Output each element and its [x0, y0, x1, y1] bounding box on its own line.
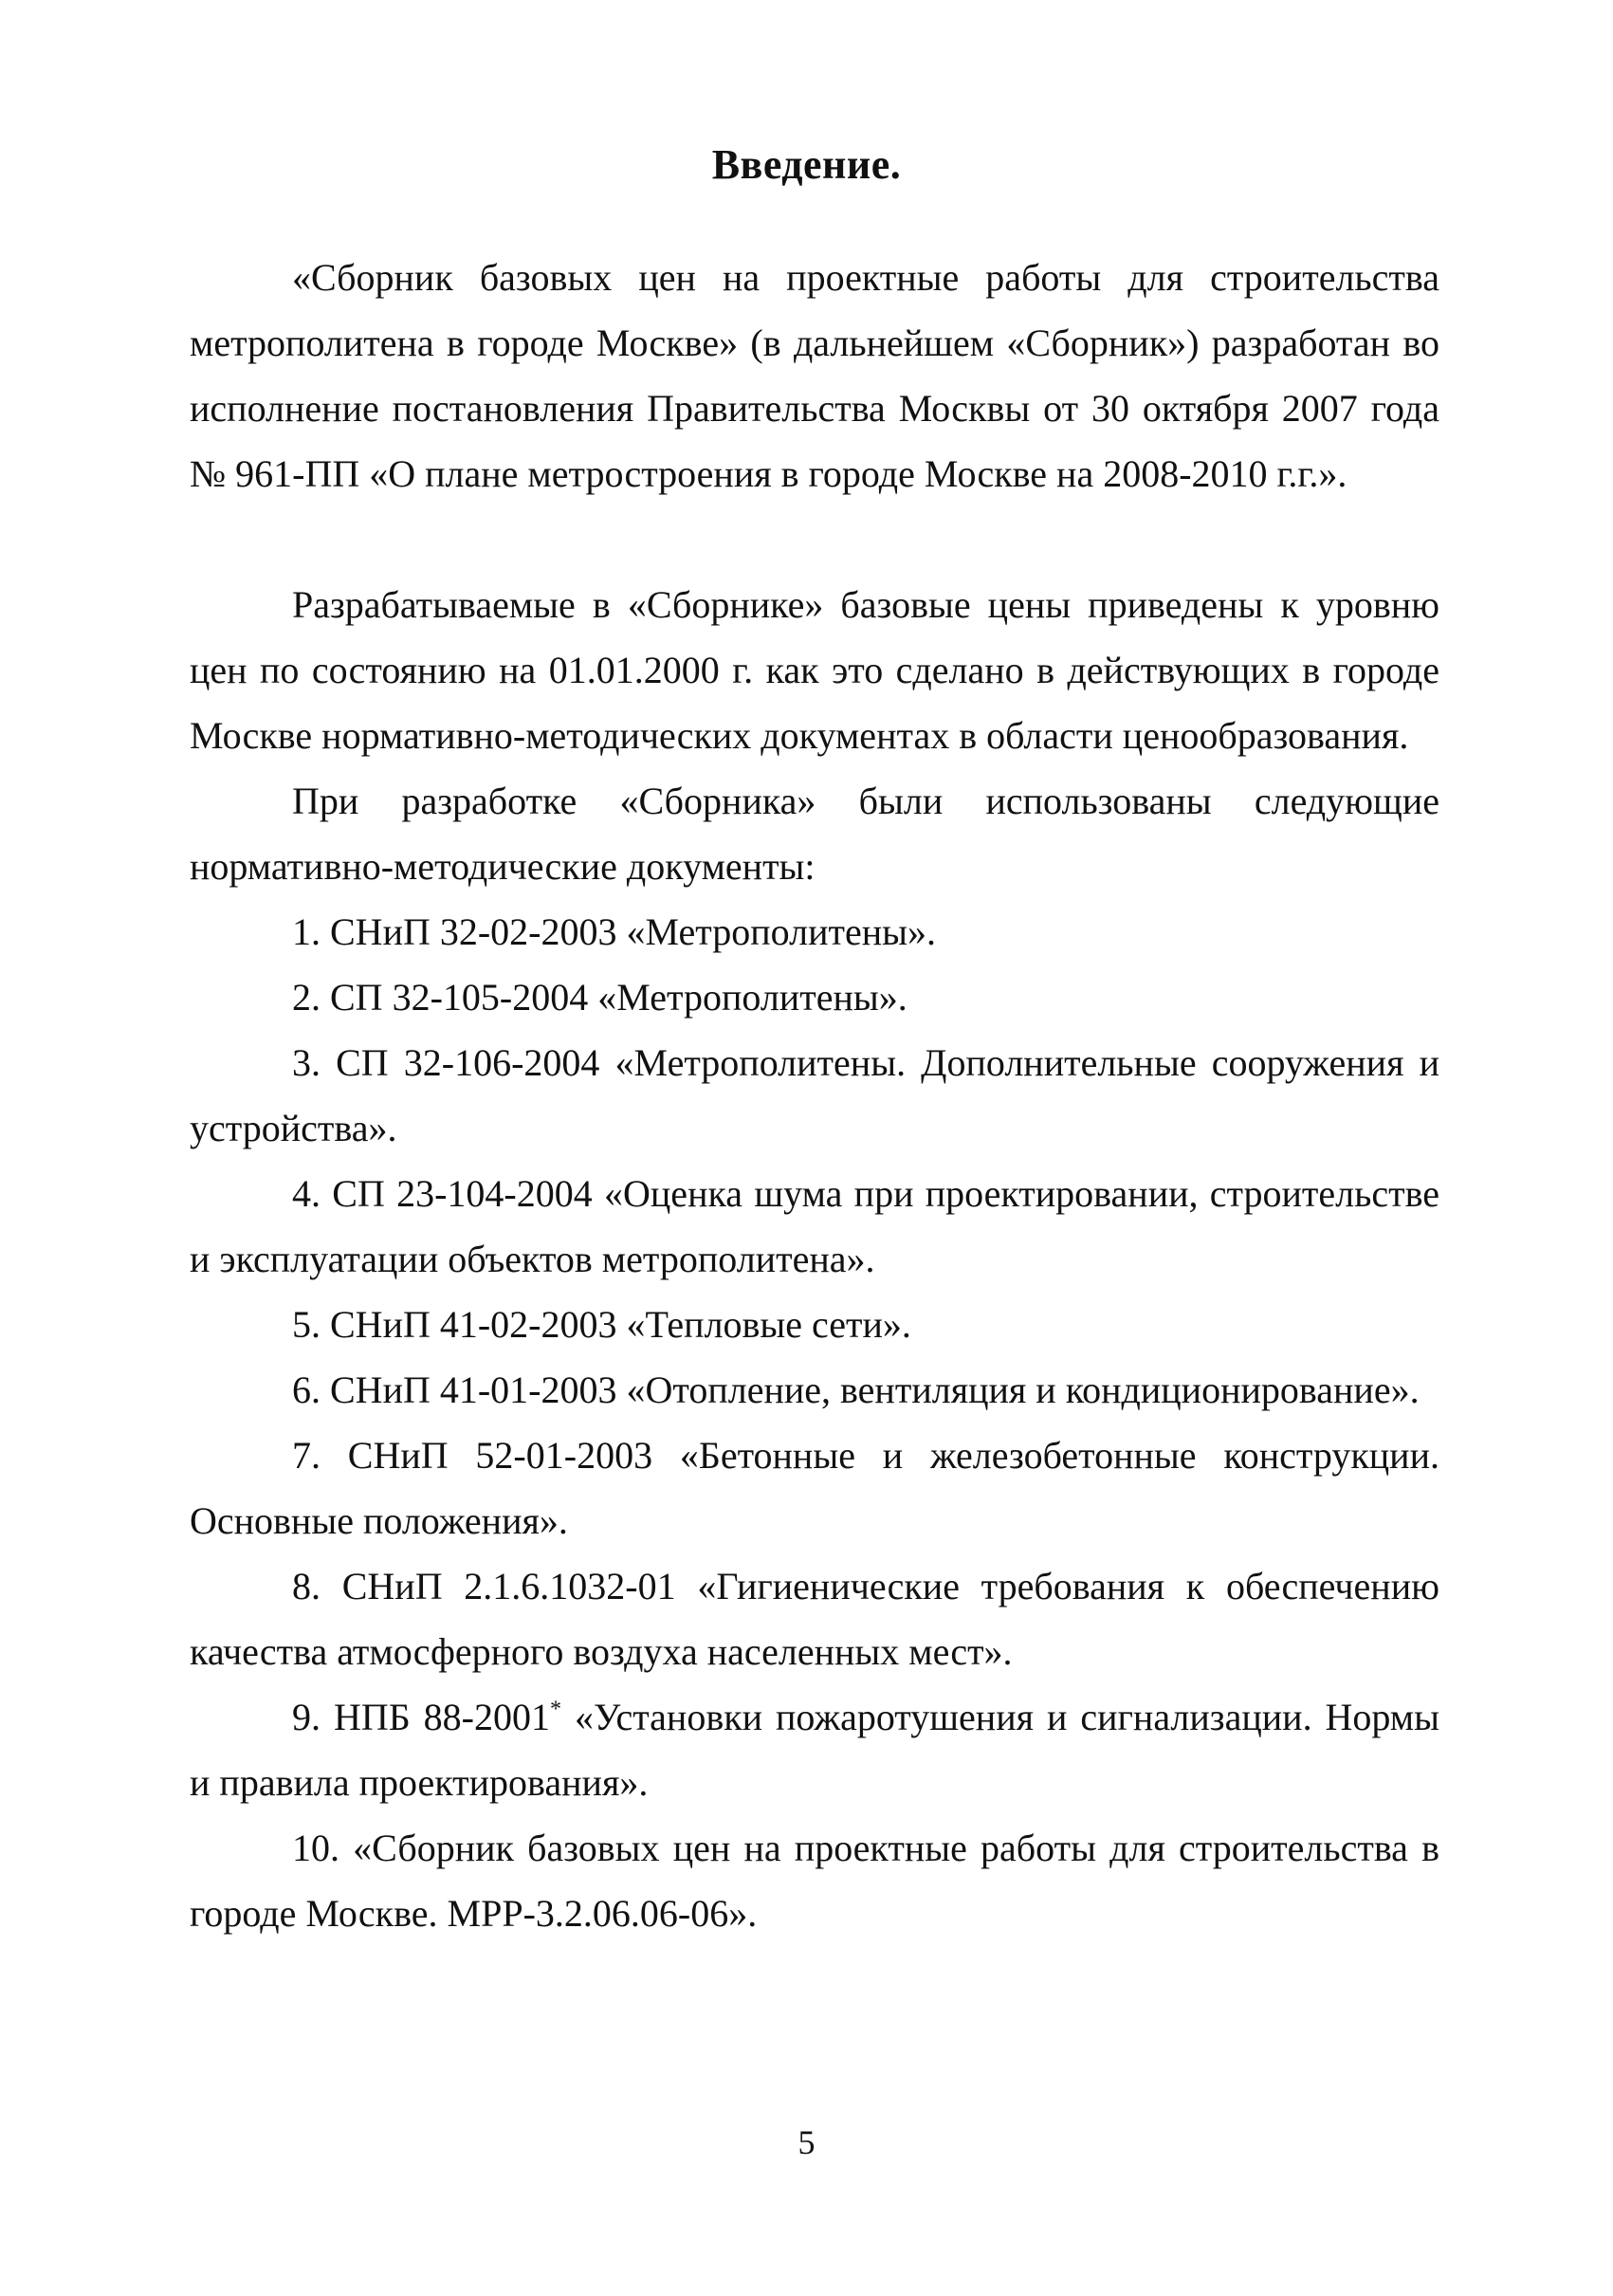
asterisk-mark: * [549, 1697, 561, 1722]
document-list-item-text: 9. НПБ 88-2001 [292, 1696, 550, 1738]
document-list-item: 1. СНиП 32-02-2003 «Метрополитены». [292, 910, 937, 953]
paragraph-prices: Разрабатываемые в «Сборнике» базовые цены приведены к уровню цен по состоянию на 01.01.2000 г. как это сделано в действующих в городе Москве нормативно-методических документах в области ценообразования. [190, 583, 1439, 757]
page-number: 5 [797, 2123, 816, 2161]
document-list-item: 6. СНиП 41-01-2003 «Отопление, вентиляция и кондиционирование». [292, 1368, 1420, 1411]
document-list-item: 10. «Сборник базовых цен на проектные работы для строительства в городе Москве. МРР-3.2.06.06-06». [190, 1827, 1439, 1935]
document-list-item: 2. СП 32-105-2004 «Метрополитены». [292, 976, 907, 1019]
document-list-item: 7. СНиП 52-01-2003 «Бетонные и железобетонные конструкции. Основные положения». [190, 1434, 1439, 1542]
document-list-item: 3. СП 32-106-2004 «Метрополитены. Дополнительные сооружения и устройства». [190, 1041, 1439, 1149]
document-list-item [190, 1684, 1439, 1815]
paragraph-gap [190, 506, 1439, 572]
document-list-item-text: «Установки пожаротушения и сигнализации. Нормы и правила проектирования». [190, 1696, 1439, 1804]
paragraph-documents-intro: При разработке «Сборника» были использованы следующие нормативно-методические документы: [190, 780, 1439, 888]
document-body [190, 245, 1439, 1946]
document-list-item: 8. СНиП 2.1.6.1032-01 «Гигиенические требования к обеспечению качества атмосферного воздуха населенных мест». [190, 1565, 1439, 1673]
document-list-item: 5. СНиП 41-02-2003 «Тепловые сети». [292, 1303, 911, 1346]
paragraph-intro: «Сборник базовых цен на проектные работы для строительства метрополитена в городе Москве» (в дальнейшем «Сборник») разработан во исполнение постановления Правительства Москвы от 30 октября 2007 года № 961-ПП «О плане метростроения в городе Москве на 2008-2010 г.г.». [190, 256, 1439, 495]
document-list-item: 4. СП 23-104-2004 «Оценка шума при проектировании, строительстве и эксплуатации объектов метрополитена». [190, 1172, 1439, 1280]
page-title: Введение. [711, 141, 902, 188]
